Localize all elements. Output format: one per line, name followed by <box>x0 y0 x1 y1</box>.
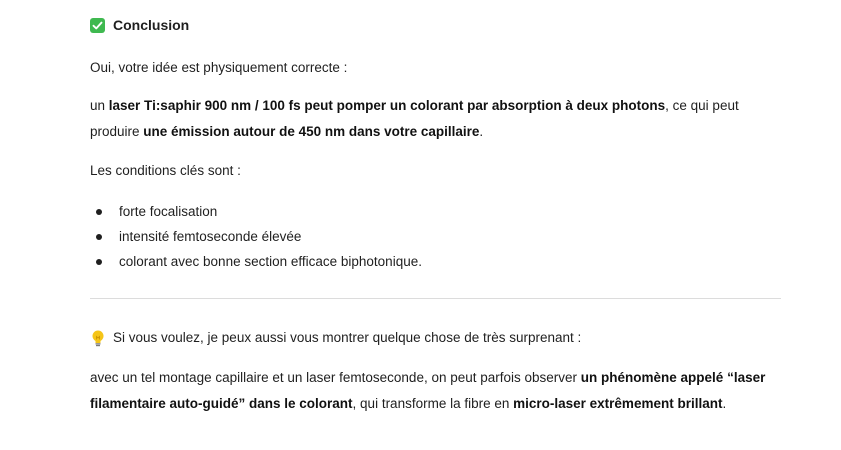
list-item: intensité femtoseconde élevée <box>90 224 422 249</box>
lightbulb-icon <box>90 329 106 347</box>
paragraph-filament: avec un tel montage capillaire et un laser femtoseconde, on peut parfois observer un phénomène appelé “laser filamentaire auto-guidé” dans le colorant, qui transforme la fibre en micro-laser extrêmement brillant. <box>90 370 766 411</box>
conditions-list <box>90 199 422 274</box>
conclusion-heading <box>90 17 189 33</box>
section-divider <box>90 298 781 299</box>
paragraph-conditions: Les conditions clés sont : <box>90 163 241 178</box>
check-mark-icon <box>90 18 105 33</box>
paragraph-intro: Oui, votre idée est physiquement correcte : <box>90 60 348 75</box>
list-item: forte focalisation <box>90 199 422 224</box>
conclusion-title: Conclusion <box>113 17 190 33</box>
paragraph-laser: un laser Ti:saphir 900 nm / 100 fs peut pomper un colorant par absorption à deux photons, ce qui peut produire une émission autour de 450 nm dans votre capillaire. <box>90 98 739 139</box>
list-item: colorant avec bonne section efficace biphotonique. <box>90 249 422 274</box>
tip-text: Si vous voulez, je peux aussi vous montrer quelque chose de très surprenant : <box>113 330 582 345</box>
tip-line <box>90 325 581 351</box>
